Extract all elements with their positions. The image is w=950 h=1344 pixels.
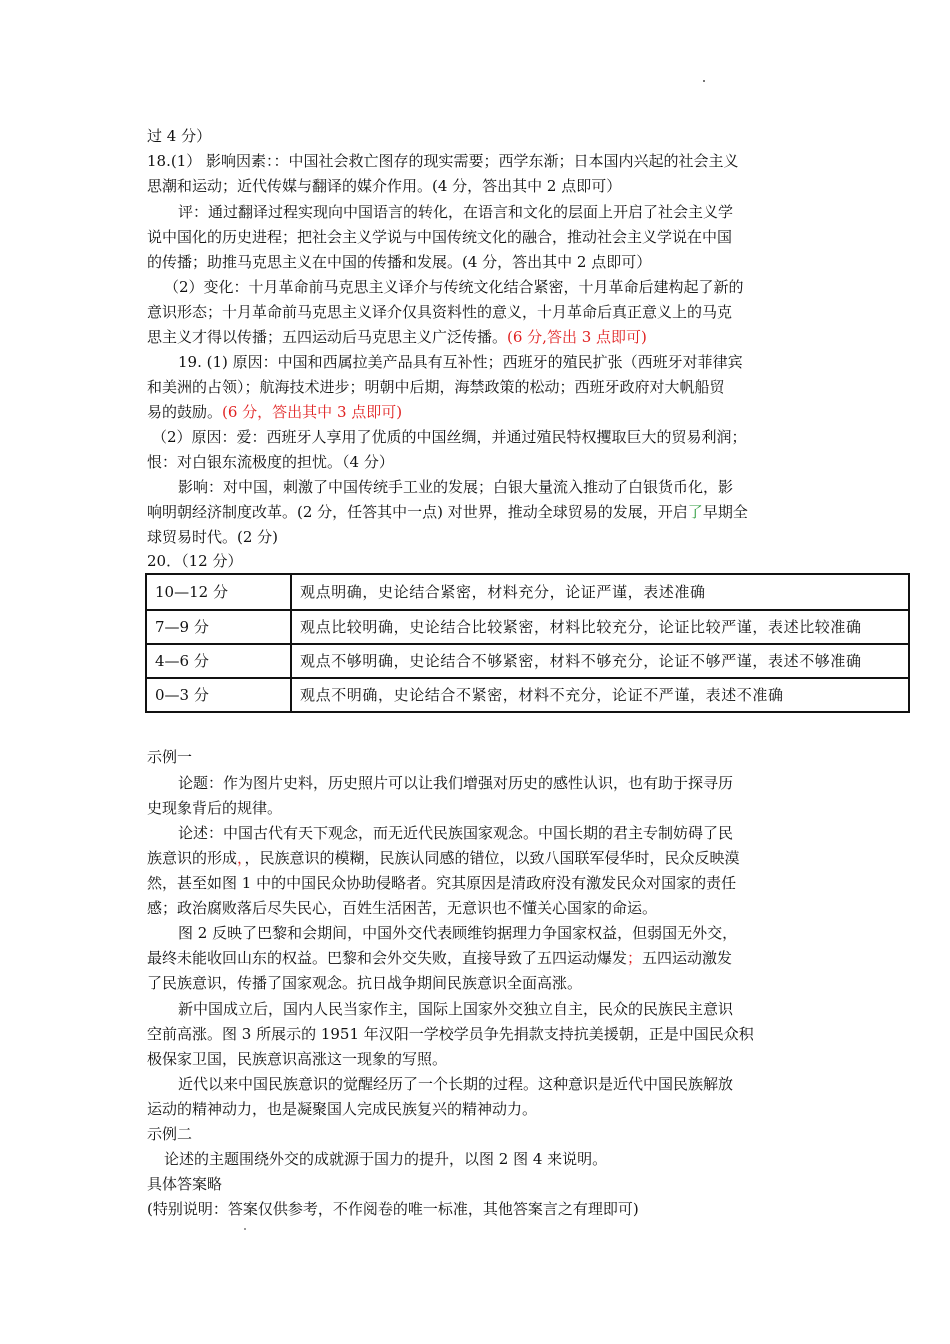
- score-note: (6 分,答出 3 点即可): [507, 328, 647, 346]
- text-run: 易的鼓励。: [147, 403, 223, 421]
- score-note: (6 分，答出其中 3 点即可): [222, 403, 403, 421]
- example-1-conclusion: 近代以来中国民族意识的觉醒经历了一个长期的过程。这种意识是近代中国民族解放: [178, 1075, 734, 1093]
- text-run: 响明朝经济制度改革。(2 分，任答其中一点) 对世界，推动全球贸易的发展，开启: [147, 503, 688, 521]
- red-punct: ；: [627, 949, 643, 967]
- text-line: 恨：对白银东流极度的担忧。（4 分）: [147, 453, 394, 471]
- table-row: [146, 610, 909, 644]
- text-line: 感；政治腐败落后尽失民心，百姓生活困苦，无意识也不懂关心国家的命运。: [147, 899, 658, 917]
- example-1-argument: 论述：中国古代有天下观念，而无近代民族国家观念。中国长期的君主专制妨碍了民: [178, 824, 734, 842]
- text-line: 新中国成立后，国内人民当家作主，国际上国家外交独立自主，民众的民族民主意识: [178, 1000, 734, 1018]
- scoring-rubric-table: [145, 573, 910, 713]
- special-note: (特别说明：答案仅供参考，不作阅卷的唯一标准，其他答案言之有理即可): [147, 1200, 639, 1218]
- text-run: ，民族意识的模糊，民族认同感的错位，以致八国联军侵华时，民众反映漠: [244, 849, 740, 867]
- text-line: [147, 846, 740, 870]
- text-line: 运动的精神动力，也是凝聚国人完成民族复兴的精神动力。: [147, 1100, 538, 1118]
- score-range: 7—9 分: [146, 610, 291, 644]
- text-run: 族意识的形成: [147, 849, 238, 867]
- score-criteria: 观点不够明确，史论结合不够紧密，材料不够充分，论证不够严谨，表述不够准确: [291, 644, 909, 678]
- score-criteria: 观点不明确，史论结合不紧密，材料不充分，论证不严谨，表述不准确: [291, 678, 909, 712]
- scan-speck: [244, 1228, 246, 1230]
- score-range: 10—12 分: [146, 574, 291, 610]
- score-criteria: 观点比较明确，史论结合比较紧密，材料比较充分，论证比较严谨，表述比较准确: [291, 610, 909, 644]
- text-line: [147, 946, 732, 970]
- red-punct: ，: [237, 849, 245, 867]
- text-run: 最终未能收回山东的权益。巴黎和会外交失败，直接导致了五四运动爆发: [147, 949, 628, 967]
- text-line: 图 2 反映了巴黎和会期间，中国外交代表顾维钧据理力争国家权益，但弱国无外交，: [178, 924, 738, 942]
- q18-1-evaluation: 评：通过翻译过程实现向中国语言的转化，在语言和文化的层面上开启了社会主义学: [178, 203, 734, 221]
- q18-2-change: （2）变化：十月革命前马克思主义译介与传统文化结合紧密，十月革命后建构起了新的: [164, 278, 744, 296]
- text-run: 五四运动激发: [642, 949, 733, 967]
- text-line: 空前高涨。图 3 所展示的 1951 年汉阳一学校学员争先捐款支持抗美援朝，正是中国民众积: [147, 1025, 754, 1043]
- text-run: 早期全: [702, 503, 748, 521]
- example-1-thesis: 论题：作为图片史料，历史照片可以让我们增强对历史的感性认识，也有助于探寻历: [178, 774, 734, 792]
- text-line: 然，甚至如图 1 中的中国民众协助侵略者。究其原因是清政府没有激发民众对国家的责任: [147, 874, 737, 892]
- text-line: 和美洲的占领）；航海技术进步；明朝中后期，海禁政策的松动；西班牙政府对大帆船贸: [147, 378, 725, 396]
- q18-1-factors: 18.(1） 影响因素：：中国社会救亡图存的现实需要；西学东渐；日本国内兴起的社会主义: [147, 152, 739, 170]
- text-line: 意识形态；十月革命前马克思主义译介仅具资料性的意义，十月革命后真正意义上的马克: [147, 303, 733, 321]
- text-line: 过 4 分）: [147, 127, 212, 145]
- q19-1-reasons: 19. (1) 原因：中国和西属拉美产品具有互补性；西班牙的殖民扩张（西班牙对菲律宾: [178, 353, 743, 371]
- q19-2-reasons: （2）原因：爱：西班牙人享用了优质的中国丝绸，并通过殖民特权攫取巨大的贸易利润；: [152, 428, 747, 446]
- text-line: 具体答案略: [147, 1175, 223, 1193]
- example-1-heading: 示例一: [147, 748, 193, 766]
- text-line: 说中国化的历史进程；把社会主义学说与中国传统文化的融合，推动社会主义学说在中国: [147, 228, 733, 246]
- text-line: [147, 400, 402, 424]
- text-line: 的传播；助推马克思主义在中国的传播和发展。(4 分，答出其中 2 点即可）: [147, 253, 652, 271]
- text-line: [147, 325, 647, 349]
- text-line: 思潮和运动；近代传媒与翻译的媒介作用。(4 分，答出其中 2 点即可）: [147, 177, 622, 195]
- text-line: 极保家卫国，民族意识高涨这一现象的写照。: [147, 1050, 448, 1068]
- score-range: 0—3 分: [146, 678, 291, 712]
- table-row: [146, 644, 909, 678]
- text-line: 了民族意识，传播了国家观念。抗日战争期间民族意识全面高涨。: [147, 974, 583, 992]
- q20-heading: 20．（12 分）: [147, 552, 243, 570]
- example-2-heading: 示例二: [147, 1125, 193, 1143]
- table-row: [146, 678, 909, 712]
- green-char: 了: [687, 503, 703, 521]
- score-range: 4—6 分: [146, 644, 291, 678]
- table-row: [146, 574, 909, 610]
- text-run: 思主义才得以传播；五四运动后马克思主义广泛传播。: [147, 328, 508, 346]
- text-line: [147, 500, 748, 524]
- score-criteria: 观点明确，史论结合紧密，材料充分，论证严谨，表述准确: [291, 574, 909, 610]
- text-line: 史现象背后的规律。: [147, 799, 283, 817]
- text-line: 球贸易时代。(2 分): [147, 528, 279, 546]
- example-2-text: 论述的主题围绕外交的成就源于国力的提升，以图 2 图 4 来说明。: [164, 1150, 608, 1168]
- scan-speck: [703, 80, 705, 82]
- q19-2-impact: 影响：对中国，刺激了中国传统手工业的发展；白银大量流入推动了白银货币化，影: [178, 478, 734, 496]
